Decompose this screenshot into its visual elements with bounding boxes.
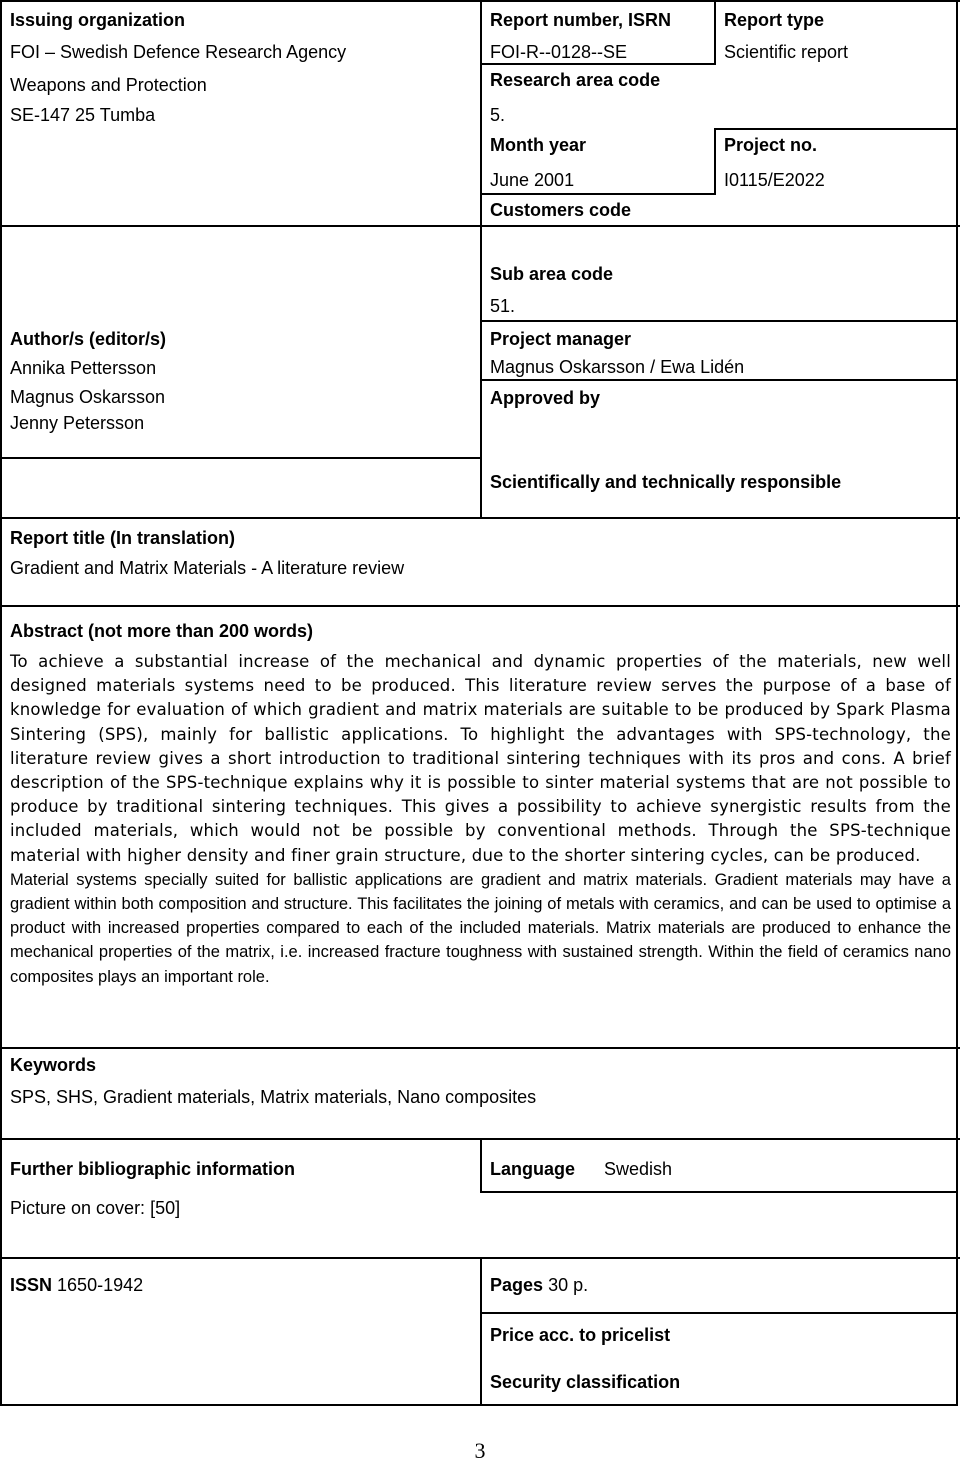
report-number-value: FOI-R--0128--SE bbox=[490, 42, 628, 62]
research-area-value: 5. bbox=[490, 105, 506, 125]
month-year-label: Month year bbox=[490, 135, 587, 155]
pages-value: 30 p. bbox=[548, 1275, 589, 1295]
security-label: Security classification bbox=[490, 1372, 681, 1392]
author-name: Magnus Oskarsson bbox=[10, 387, 166, 407]
month-year-value: June 2001 bbox=[490, 170, 575, 190]
further-info-label: Further bibliographic information bbox=[10, 1159, 295, 1179]
issn-label: ISSN bbox=[10, 1275, 53, 1295]
price-label: Price acc. to pricelist bbox=[490, 1325, 671, 1345]
further-info-value: Picture on cover: [50] bbox=[10, 1198, 181, 1218]
research-area-label: Research area code bbox=[490, 70, 661, 90]
abstract-body bbox=[10, 650, 951, 989]
report-title-label: Report title (In translation) bbox=[10, 528, 235, 548]
pages-label: Pages bbox=[490, 1275, 544, 1295]
abstract-paragraph: Material systems specially suited for ballistic applications are gradient and matrix materials. Gradient materials may have a gradient within both composition and structure. This facilitates the joining of metals with ceramics, and can be used to optimise a product with increased properties compared to each of the included materials. Matrix materials are produced to enhance the mechanical properties of the matrix, i.e. increased fracture toughness with sustained strength. Within the field of ceramics nano composites plays an important role. bbox=[10, 870, 951, 986]
project-no-label: Project no. bbox=[724, 135, 818, 155]
customers-code-label: Customers code bbox=[490, 200, 632, 220]
report-type-value: Scientific report bbox=[724, 42, 849, 62]
pages-field bbox=[490, 1274, 588, 1296]
author-name: Annika Pettersson bbox=[10, 358, 157, 378]
page-number: 3 bbox=[474, 1438, 486, 1463]
approved-by-label: Approved by bbox=[490, 388, 601, 408]
abstract-label: Abstract (not more than 200 words) bbox=[10, 621, 314, 641]
report-title-value: Gradient and Matrix Materials - A literature review bbox=[10, 558, 405, 578]
issn-field bbox=[10, 1274, 143, 1296]
keywords-label: Keywords bbox=[10, 1055, 97, 1075]
language-value: Swedish bbox=[604, 1159, 673, 1179]
abstract-paragraph: To achieve a substantial increase of the mechanical and dynamic properties of the materials, new well designed materials systems need to be produced. This literature review serves the purpose of a base of knowledge for evaluation of which gradient and matrix materials are suitable to be produced by Spark Plasma Sintering (SPS), mainly for ballistic applications. To highlight the advantages with SPS-technology, the literature review gives a short introduction to traditional sintering techniques with its pros and cons. A brief description of the SPS-technique explains why it is possible to sinter material systems that are not possible to produce by traditional sintering techniques. This gives a possibility to achieve synergistic results from the included materials, which would not be possible by conventional methods. Through the SPS-technique material with higher density and finer grain structure, due to the shorter sintering cycles, can be produced. bbox=[10, 652, 951, 865]
project-manager-label: Project manager bbox=[490, 329, 632, 349]
language-label: Language bbox=[490, 1159, 576, 1179]
authors-label: Author/s (editor/s) bbox=[10, 329, 166, 349]
issuing-org-name: FOI – Swedish Defence Research Agency bbox=[10, 42, 347, 62]
issuing-org-address: SE-147 25 Tumba bbox=[10, 105, 156, 125]
sub-area-value: 51. bbox=[490, 296, 516, 316]
issuing-org-label: Issuing organization bbox=[10, 10, 186, 30]
sub-area-label: Sub area code bbox=[490, 264, 614, 284]
issn-value: 1650-1942 bbox=[57, 1275, 144, 1295]
issuing-org-division: Weapons and Protection bbox=[10, 75, 207, 95]
report-type-label: Report type bbox=[724, 10, 825, 30]
author-name: Jenny Petersson bbox=[10, 413, 145, 433]
project-manager-value: Magnus Oskarsson / Ewa Lidén bbox=[490, 357, 745, 377]
report-number-label: Report number, ISRN bbox=[490, 10, 672, 30]
responsible-label: Scientifically and technically responsible bbox=[490, 472, 842, 492]
project-no-value: I0115/E2022 bbox=[724, 170, 825, 190]
keywords-value: SPS, SHS, Gradient materials, Matrix materials, Nano composites bbox=[10, 1087, 537, 1107]
